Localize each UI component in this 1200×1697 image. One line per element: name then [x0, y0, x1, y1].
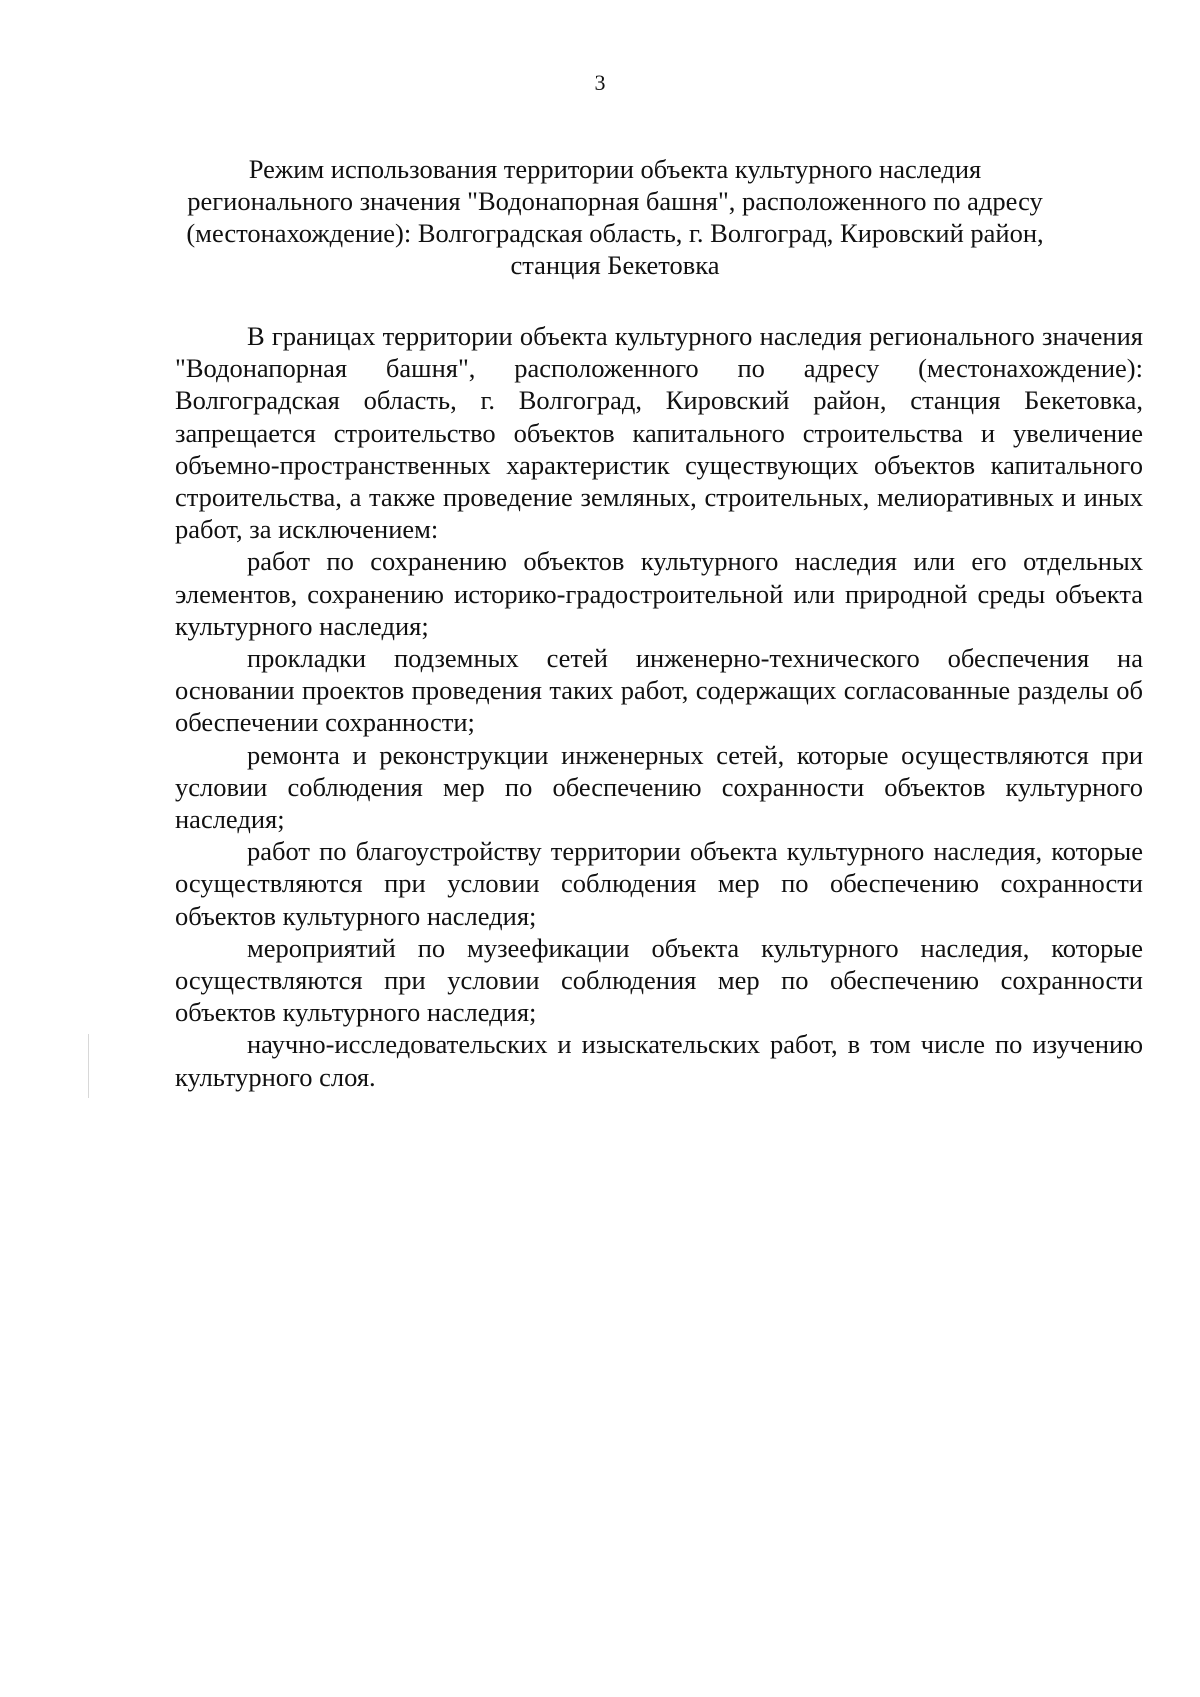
exception-paragraph: мероприятий по музеефикации объекта культурного наследия, которые осуществляются при условии соблюдения мер по обеспечению сохранности объектов культурного наследия; — [175, 932, 1143, 1028]
exception-paragraph: ремонта и реконструкции инженерных сетей, которые осуществляются при условии соблюдения мер по обеспечению сохранности объектов культурного наследия; — [175, 739, 1143, 835]
scan-margin-mark — [88, 1034, 89, 1098]
exception-paragraph: прокладки подземных сетей инженерно-технического обеспечения на основании проектов проведения таких работ, содержащих согласованные разделы об обеспечении сохранности; — [175, 643, 1143, 738]
title-line: Режим использования территории объекта культурного наследия — [248, 154, 982, 184]
title-line: (местонахождение): Волгоградская область, г. Волгоград, Кировский район, — [186, 218, 1044, 248]
exception-paragraph: работ по благоустройству территории объекта культурного наследия, которые осуществляются при условии соблюдения мер по обеспечению сохранности объектов культурного наследия; — [175, 836, 1143, 931]
page-number: 3 — [594, 70, 606, 95]
document-title — [150, 153, 1080, 281]
intro-paragraph: В границах территории объекта культурного наследия регионального значения "Водонапорная башня", расположенного по адресу (местонахождение): Волгоградская область, г. Волгоград, Кировский район, станция Бекетовка, запрещается строительство объектов капитального строительства и увеличение объемно-пространственных характеристик существующих объектов капитального строительства, а также проведение земляных, строительных, мелиоративных и иных работ, за исключением: — [175, 321, 1143, 545]
title-line: регионального значения "Водонапорная башня", расположенного по адресу — [187, 186, 1043, 216]
document-body — [175, 320, 1143, 1093]
exception-paragraph: работ по сохранению объектов культурного наследия или его отдельных элементов, сохранению историко-градостроительной или природной среды объекта культурного наследия; — [175, 546, 1143, 641]
title-line: станция Бекетовка — [510, 250, 720, 280]
exception-paragraph: научно-исследовательских и изыскательских работ, в том числе по изучению культурного слоя. — [175, 1029, 1143, 1092]
